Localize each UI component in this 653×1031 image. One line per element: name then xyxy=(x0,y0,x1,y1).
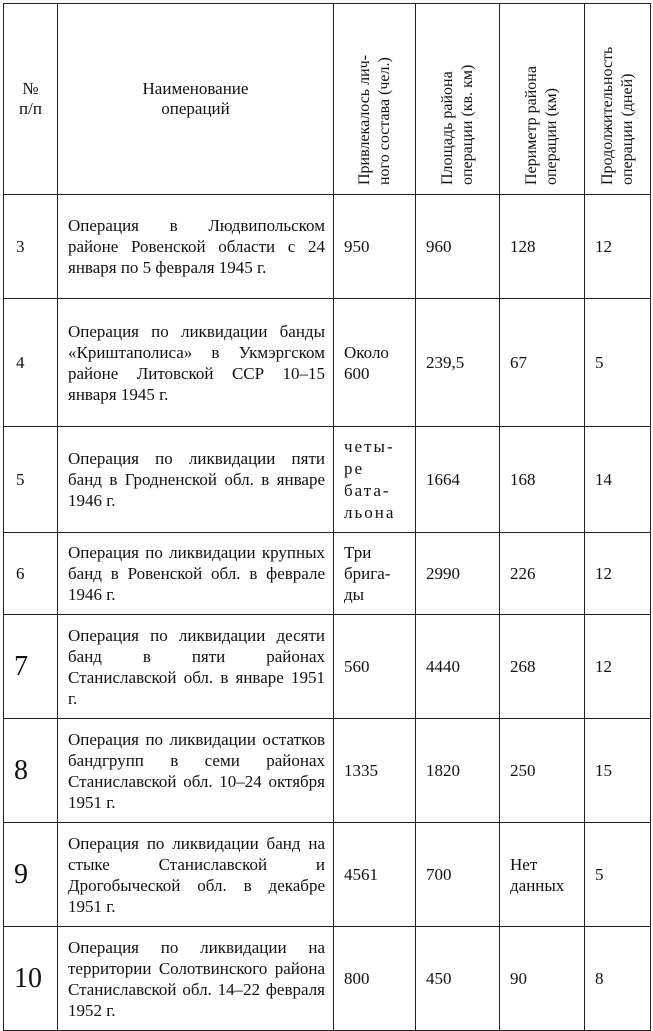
table-row xyxy=(4,719,651,823)
header-row xyxy=(4,4,651,195)
table-row xyxy=(4,927,651,1031)
header-number xyxy=(4,4,58,195)
duration-value: 12 xyxy=(585,195,651,299)
duration-value: 5 xyxy=(585,823,651,927)
table-row xyxy=(4,427,651,533)
personnel-value: Около 600 xyxy=(334,299,416,427)
perimeter-value: 128 xyxy=(500,195,585,299)
personnel-value: 800 xyxy=(334,927,416,1031)
personnel-value: Три брига- ды xyxy=(334,533,416,615)
operation-name: Операция в Людвипольском районе Ровенской области с 24 января по 5 февраля 1945 г. xyxy=(58,195,334,299)
header-duration-label: Продолжительность операции (дней) xyxy=(598,46,636,185)
area-value: 2990 xyxy=(416,533,500,615)
area-value: 1820 xyxy=(416,719,500,823)
header-duration xyxy=(585,4,651,195)
area-value: 4440 xyxy=(416,615,500,719)
row-number: 6 xyxy=(4,533,58,615)
header-personnel-label: Привлекалось лич- ного состава (чел.) xyxy=(355,54,393,185)
perimeter-value: 250 xyxy=(500,719,585,823)
perimeter-value: 268 xyxy=(500,615,585,719)
perimeter-value: 168 xyxy=(500,427,585,533)
area-value: 239,5 xyxy=(416,299,500,427)
row-number: 7 xyxy=(4,615,58,719)
operation-name: Операция по ликвидации банды «Криштаполиса» в Укмэргском районе Литовской ССР 10–15 января 1945 г. xyxy=(58,299,334,427)
personnel-value: 950 xyxy=(334,195,416,299)
table-row xyxy=(4,195,651,299)
operations-table xyxy=(3,3,651,1031)
perimeter-value: Нет данных xyxy=(500,823,585,927)
header-perimeter-label: Периметр района операции (км) xyxy=(523,65,560,185)
row-number: 3 xyxy=(4,195,58,299)
header-area-label: Площадь района операции (кв. км) xyxy=(438,64,476,185)
header-area xyxy=(416,4,500,195)
table-row xyxy=(4,823,651,927)
header-personnel xyxy=(334,4,416,195)
area-value: 1664 xyxy=(416,427,500,533)
header-perimeter xyxy=(500,4,585,195)
operation-name: Операция по ликвидации десяти банд в пяти районах Станиславской обл. в январе 1951 г. xyxy=(58,615,334,719)
area-value: 700 xyxy=(416,823,500,927)
operation-name: Операция по ликвидации остатков бандгрупп в семи районах Станиславской обл. 10–24 октября 1951 г. xyxy=(58,719,334,823)
header-name xyxy=(58,4,334,195)
table-row xyxy=(4,299,651,427)
duration-value: 14 xyxy=(585,427,651,533)
table-row xyxy=(4,533,651,615)
header-name-label: Наименование операций xyxy=(142,79,249,118)
row-number: 10 xyxy=(4,927,58,1031)
duration-value: 5 xyxy=(585,299,651,427)
operation-name: Операция по ликвидации на территории Солотвинского района Станиславской обл. 14–22 февраля 1952 г. xyxy=(58,927,334,1031)
area-value: 450 xyxy=(416,927,500,1031)
row-number: 5 xyxy=(4,427,58,533)
duration-value: 15 xyxy=(585,719,651,823)
table-row xyxy=(4,615,651,719)
operation-name: Операция по ликвидации банд на стыке Станиславской и Дрогобычеcкой обл. в декабре 1951 г. xyxy=(58,823,334,927)
perimeter-value: 67 xyxy=(500,299,585,427)
row-number: 8 xyxy=(4,719,58,823)
header-number-label: № п/п xyxy=(19,79,42,118)
personnel-value: 4561 xyxy=(334,823,416,927)
row-number: 4 xyxy=(4,299,58,427)
personnel-value: 1335 xyxy=(334,719,416,823)
row-number: 9 xyxy=(4,823,58,927)
operation-name: Операция по ликвидации пяти банд в Гродненской обл. в январе 1946 г. xyxy=(58,427,334,533)
duration-value: 8 xyxy=(585,927,651,1031)
area-value: 960 xyxy=(416,195,500,299)
operation-name: Операция по ликвидации крупных банд в Ровенской обл. в феврале 1946 г. xyxy=(58,533,334,615)
personnel-value: четы- ре бата- льона xyxy=(334,427,416,533)
perimeter-value: 90 xyxy=(500,927,585,1031)
perimeter-value: 226 xyxy=(500,533,585,615)
duration-value: 12 xyxy=(585,615,651,719)
duration-value: 12 xyxy=(585,533,651,615)
personnel-value: 560 xyxy=(334,615,416,719)
